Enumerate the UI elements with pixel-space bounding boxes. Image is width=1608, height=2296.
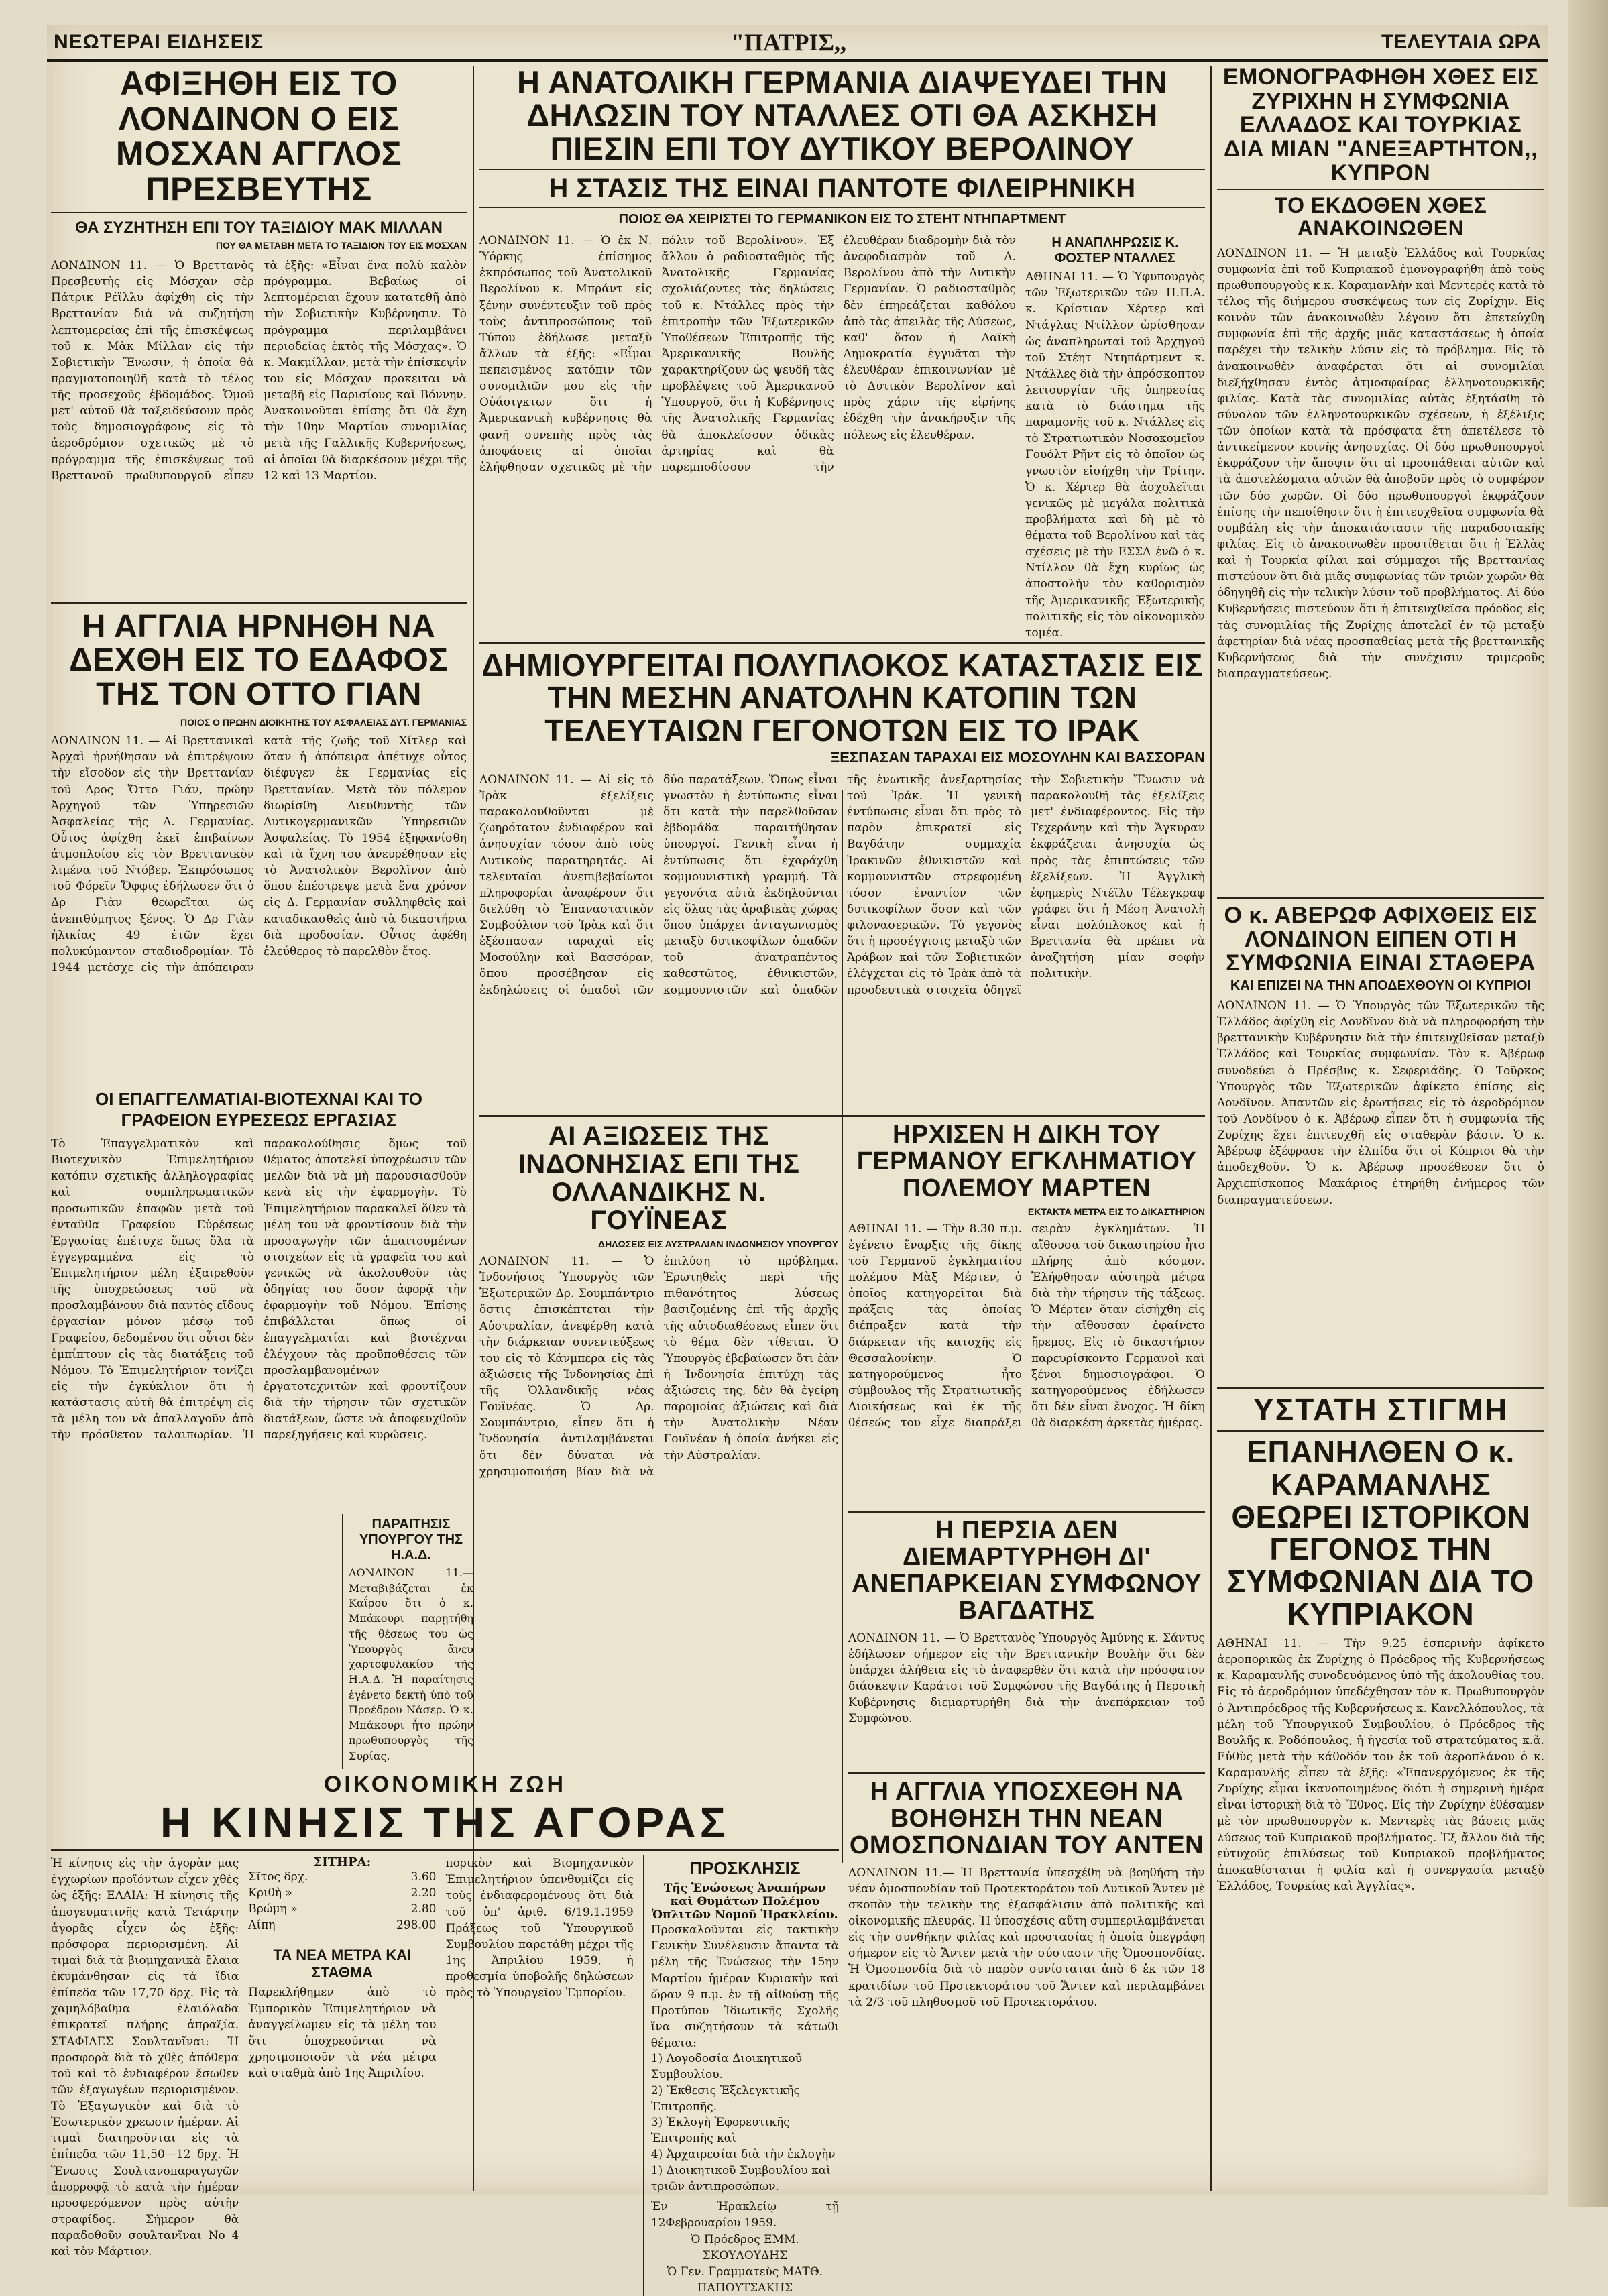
divider [1217, 1430, 1544, 1432]
price-row [248, 1918, 436, 1934]
article-body: Παρεκλήθημεν ἀπὸ τὸ Ἐμπορικὸν Ἐπιμελητήριον νὰ ἀναγγείλωμεν εἰς τὰ μέλη του ὅτι ὑποχρεοῦνται νὰ χρησιμοποιοῦν τὰ νέα μέτρα καὶ σταθμὰ ἀπὸ 1ης Ἀπριλίου. [248, 1986, 437, 2080]
subheadline: ΞΕΣΠΑΣΑΝ ΤΑΡΑΧΑΙ ΕΙΣ ΜΟΣΟΥΛΗΝ ΚΑΙ ΒΑΣΣΟΡΑΝ [830, 748, 1205, 766]
article-aden [848, 1779, 1205, 2191]
article-body: πορικὸν καὶ Βιομηχανικὸν Ἐπιμελητήριον ὑπενθυμίζει εἰς τοὺς ἐνδιαφερομένους ὅτι διὰ τοῦ ὑπ' ἀριθ. 6/19.1.1959 Πράξεως τοῦ Ὑπουργικοῦ Συμβουλίου παρετάθη μέχρι τῆς 1ης Ἀπριλίου 1959, ἡ προθεσμία ὑποβολῆς δηλώσεων πρὸς τὸ Ὑπουργεῖον Ἐμπορίου. [445, 1857, 634, 2000]
price-row [248, 1886, 436, 1902]
invitation-box [643, 1855, 839, 2296]
subheadline: ΤΟ ΕΚΔΟΘΕΝ ΧΘΕΣ ΑΝΑΚΟΙΝΩΘΕΝ [1274, 193, 1487, 241]
article-body: ΑΘΗΝΑΙ 11. — Τὴν 9.25 ἑσπερινὴν ἀφίκετο ἀεροπορικῶς ἐκ Ζυρίχης ὁ Πρόεδρος τῆς Κυβερνήσεως κ. Καραμανλῆς συνοδευόμενος ὑπὸ τῆς ἀκολουθίας του. Εἰς τὸ ἀεροδρόμιον ὑπεδέχθησαν τὸν κ. Πρωθυπουργὸν ὁ Ἀντιπρόεδρος τῆς Κυβερνήσεως κ. Κανελλόπουλος, τὰ μέλη τοῦ Ὑπουργικοῦ Συμβουλίου, ὁ Πρόεδρος τῆς Βουλῆς κ. Ροδόπουλος, ἡ ἡγεσία τοῦ στρατεύματος κ.ἄ. Εὐθὺς μετὰ τὴν κάθοδόν του ἐκ τοῦ ἀεροπλάνου ὁ κ. Καραμανλῆς εἶπεν τὰ ἑξῆς: «Ἐπανερχόμενος ἐκ τῆς Ζυρίχης εἶμαι ἱκανοποιημένος διότι ἡ σημερινὴ ἡμέρα εἶναι ἱστορικὴ διὰ τὸ Ἔθνος. Εἰς τὴν Ζυρίχην ἐθέσαμεν μὲ τὸν πρωθυπουργὸν κ. Μεντερὲς τὰς βάσεις μιᾶς λύσεως τοῦ Κυπριακοῦ προβλήματος. Ἐξ ἄλλου διὰ τῆς εὐτυχοῦς ἐπιλύσεως τοῦ Κυπριακοῦ προβλήματος ἀποκαθίσταται ἡ φιλία καὶ ἡ συνεργασία μεταξὺ Ἑλλάδος, Τουρκίας καὶ Ἀγγλίας». [1217, 1637, 1544, 1893]
article-karamanlis-return [1217, 1393, 1544, 2191]
price-value: 3.60 [410, 1870, 437, 1884]
article-middle-east [479, 649, 1205, 1112]
divider [479, 1115, 1205, 1117]
divider [1217, 1387, 1544, 1389]
price-value: 2.80 [410, 1902, 437, 1916]
headline: Ο κ. ΑΒΕΡΩΦ ΑΦΙΧΘΕΙΣ ΕΙΣ ΛΟΝΔΙΝΟΝ ΕΙΠΕΝ ΟΤΙ Η ΣΥΜΦΩΝΙΑ ΕΙΝΑΙ ΣΤΑΘΕΡΑ [1224, 903, 1538, 976]
divider [848, 1511, 1205, 1513]
headline: ΥΣΤΑΤΗ ΣΤΙΓΜΗ [1253, 1392, 1509, 1427]
agenda-item: 1) Λογοδοσία Διοικητικοῦ Συμβουλίου. [650, 2052, 803, 2081]
article-body: ΛΟΝΔΙΝΟΝ 11.— Μεταβιβάζεται ἐκ Καΐρου ὅτι ὁ κ. Μπάκουρι παρῃτήθη τῆς θέσεως του ὡς Ὑπουργὸς ἄνευ χαρτοφυλακίου τῆς Η.Α.Δ. Ἡ παραίτησις ἐγένετο δεκτὴ ὑπὸ τοῦ Προέδρου Νάσερ. Ὁ κ. Μπάκουρι ἦτο πρώην πρωθυπουργὸς τῆς Συρίας. [349, 1566, 473, 1762]
headline: ΕΜΟΝΟΓΡΑΦΗΘΗ ΧΘΕΣ ΕΙΣ ΖΥΡΙΧΗΝ Η ΣΥΜΦΩΝΙΑ ΕΛΛΑΔΟΣ ΚΑΙ ΤΟΥΡΚΙΑΣ ΔΙΑ ΜΙΑΝ "ΑΝΕΞΑΡΤΗΤΟΝ,, ΚΥΠΡΟΝ [1222, 64, 1539, 186]
article-body: ΑΘΗΝΑΙ 11. — Τὴν 8.30 π.μ. ἐγένετο ἔναρξις τῆς δίκης τοῦ Γερμανοῦ ἐγκληματίου πολέμου Μὰξ Μέρτεν, ὁ ὁποῖος κατηγορεῖται διὰ πράξεις τὰς ὁποίας διέπραξεν κατὰ τὴν διάρκειαν τῆς κατοχῆς εἰς Θεσσαλονίκην. Ὁ κατηγορούμενος ἦτο σύμβουλος τῆς Στρατιωτικῆς Διοικήσεως καὶ ἐκ τῆς θέσεώς του εἶχε διαπράξει σειρὰν ἐγκλημάτων. Ἡ αἴθουσα τοῦ δικαστηρίου ἦτο πλήρης ἀπὸ κόσμον. Ἐλήφθησαν αὐστηρὰ μέτρα διὰ τὴν τήρησιν τῆς τάξεως. Ὁ Μέρτεν ὅταν εἰσήχθη εἰς τὴν αἴθουσαν ἐφαίνετο ἤρεμος. Εἰς τὸ δικαστήριον παρευρίσκοντο Γερμανοὶ καὶ ξένοι δημοσιογράφοι. Ὁ κατηγορούμενος ἐδήλωσεν ὅτι δὲν εἶναι ἔνοχος. Ἡ δίκη θὰ διαρκέση ἀρκετὰς ἡμέρας. [848, 1222, 1205, 1430]
article-body: Προσκαλοῦνται εἰς τακτικὴν Γενικὴν Συνέλευσιν ἅπαντα τὰ μέλη τῆς Ἑνώσεως τὴν 15ην Μαρτίου ἡμέραν Κυριακὴν καὶ ὥραν 9 π.μ. ἐν τῇ αἰθούσῃ τῆς Προτύπου Ἰδιωτικῆς Σχολῆς ἵνα συζητήσουν τὰ κάτωθι θέματα: [650, 1923, 839, 2051]
article-market [51, 1769, 839, 2295]
article-body: ΛΟΝΔΙΝΟΝ 11. — Ὁ ἐκ Ν. Ὑόρκης ἐπίσημος ἐκπρόσωπος τοῦ Ἀνατολικοῦ Βερολίνου κ. Μπράντ εἰς ξένην συνέντευξιν τοῦ πρὸς τοὺς ἀντιπροσώπους τοῦ Τύπου ἐδήλωσε μεταξὺ ἄλλων τὰ ἑξῆς: «Εἶμαι πεπεισμένος κατόπιν τῶν συνομιλιῶν μου εἰς τὴν Οὐάσιγκτων ὅτι ἡ Ἀμερικανικὴ κυβέρνησις θὰ φανῆ συνεπὴς πρὸς τὰς ἀποφάσεις αἱ ὁποῖαι ἐλήφθησαν σχετικῶς μὲ τὴν πόλιν τοῦ Βερολίνου». Ἐξ ἄλλου ὁ ραδιοσταθμὸς τῆς Ἀνατολικῆς Γερμανίας σχολιάζοντες τὰς δηλώσεις τοῦ κ. Ντάλλες πρὸς τὴν ἐπιτροπὴν τῶν Ἐξωτερικῶν Ὑποθέσεων Ἐπιτροπῆς τῆς Ἀμερικανικῆς Βουλῆς χαρακτηρίζουν ὡς ψευδῆ τὰς προβλέψεις τοῦ Ἀμερικανοῦ Ὑπουργοῦ, ὅτι ἡ Κυβέρνησις τῆς Ἀνατολικῆς Γερμανίας θὰ ἀποκλείσουν ὁδικὰς ἀρτηρίας καὶ θὰ παρεμποδίσουν τὴν ἐλευθέραν διαδρομὴν διὰ τὸν ἀνεφοδιασμὸν τοῦ Δ. Βερολίνου ἀπὸ τὴν Δυτικὴν Γερμανίαν. Ὁ ραδιοσταθμὸς δὲν ἐπηρεάζεται καθόλου ἀπὸ τὰς ἀπειλὰς τῆς Δύσεως, καθ' ὅσον ἡ Λαϊκὴ Δημοκρατία ἐγγυᾶται τὴν ἐλευθέραν ἐπικοινωνίαν μὲ τὸ Δυτικὸν Βερολίνον καὶ πρὸς χάριν τῆς εἰρήνης ἐδέχθη τὴν ἀνακήρυξιν τῆς πόλεως εἰς ἐλευθέραν. [479, 234, 1016, 474]
subheadline: ΤΑ ΝΕΑ ΜΕΤΡΑ ΚΑΙ ΣΤΑΘΜΑ [273, 1947, 412, 1982]
article-body: ΛΟΝΔΙΝΟΝ 11. — Ὁ Βρεττανὸς Πρεσβευτὴς εἰς Μόσχαν σὲρ Πάτρικ Ρέϊλλυ ἀφίχθη εἰς τὴν Βρεττανίαν διὰ νὰ συζητήση λεπτομερείας ἐπὶ τῆς ἐπισκέψεως τοῦ κ. Μὰκ Μίλλαν εἰς τὴν Σοβιετικὴν Ἕνωσιν, ἡ ὁποία θὰ πραγματοποιηθῆ κατὰ τὸ τέλος τῆς προσεχοῦς ἑβδομάδος. Ὁμοῦ μετ' αὐτοῦ θὰ ταξειδεύσουν πρὸς τοὺς δημοσιογράφους εἰς τὸ ἀεροδρόμιον σχετικῶς μὲ τὸ πρόγραμμα τῆς ἐπισκέψεως τοῦ Βρεττανοῦ πρωθυπουργοῦ εἶπεν τὰ ἑξῆς: «Εἶναι ἕνα πολὺ καλὸν πρόγραμμα. Βεβαίως οἱ λεπτομέρειαι ἔχουν κατατεθῆ ἀπὸ τὴν Σοβιετικὴν Κυβέρνησιν. Τὸ πρόγραμμα περιλαμβάνει περιοδείας ἐκτὸς τῆς Μόσχας». Ὁ κ. Μακμίλλαν, μετὰ τὴν ἐπίσκεψίν του εἰς Μόσχαν προκειται νὰ μεταβῆ εἰς Παρισίους καὶ Βόννην. Ἀνακοινοῦται ἐπίσης ὅτι θὰ ἔχη τὴν 10ην Μαρτίου συνομιλίας μετὰ τῆς Γαλλικῆς Κυβερνήσεως, αἱ ὁποῖαι θὰ διαρκέσουν μέχρι τῆς 12 καὶ 13 Μαρτίου. [51, 259, 467, 483]
article-body: ΛΟΝΔΙΝΟΝ 11. — Ὁ Ὑπουργὸς τῶν Ἐξωτερικῶν τῆς Ἑλλάδος ἀφίχθη εἰς Λονδῖνον διὰ νὰ πληροφορήση τὴν βρεττανικὴν Κυβέρνησιν διὰ τὴν ἐπιτευχθεῖσαν μεταξὺ Ἑλλάδος καὶ Τουρκίας συμφωνίαν. Τὸν κ. Ἀβέρωφ συνοδεύει ὁ Πρέσβυς κ. Σεφεριάδης. Ὁ Τοῦρκος Ὑπουργὸς τῶν Ἐξωτερικῶν ἀφίκετο ἐπίσης εἰς Λονδῖνον. Ἀπαντῶν εἰς ἐρωτήσεις εἰς τὸ ἀεροδρόμιον τοῦ Λονδίνου ὁ κ. Ἀβέρωφ εἶπεν ὅτι ἡ συμφωνία τῆς Ζυρίχης ἔχει ἐπιτευχθῆ εἰς σταθερὰν βάσιν. Ὁ κ. Ἀβέρωφ ἐξέφρασε τὴν ἐλπίδα ὅτι οἱ Κύπριοι θὰ τὴν ἀποδεχθοῦν. Ὁ κ. Ἀβέρωφ προσέθεσεν ὅτι ὁ Ἀρχιεπίσκοπος Μακάριος ἐτηρήθη ἐνήμερος τῶν διαπραγματεύσεων. [1217, 999, 1544, 1207]
headline: Η ΑΓΓΛΙΑ ΥΠΟΣΧΕΘΗ ΝΑ ΒΟΗΘΗΣΗ ΤΗΝ ΝΕΑΝ ΟΜΟΣΠΟΝΔΙΑΝ ΤΟΥ ΑΝΤΕΝ [849, 1778, 1204, 1859]
article-averoff [1217, 904, 1544, 1387]
article-ambassador-arrival [51, 66, 467, 602]
newspaper-page [47, 25, 1548, 2295]
newspaper-name: "ΠΑΤΡΙΣ,, [731, 29, 847, 56]
headline: Η ΚΙΝΗΣΙΣ ΤΗΣ ΑΓΟΡΑΣ [160, 1798, 730, 1847]
price-row [248, 1870, 436, 1886]
signature-president: Ὁ Πρόεδρος ΕΜΜ. ΣΚΟΥΛΟΥΔΗΣ [690, 2232, 799, 2262]
subheadline: ΘΑ ΣΥΖΗΤΗΣΗ ΕΠΙ ΤΟΥ ΤΑΞΙΔΙΟΥ ΜΑΚ ΜΙΛΛΑΝ [75, 219, 443, 237]
column-rule [1210, 66, 1212, 2191]
divider [51, 1849, 839, 1851]
prices-title: ΣΙΤΗΡΑ: [313, 1855, 371, 1870]
article-body: ΛΟΝΔΙΝΟΝ 11. — Αἱ εἰς τὸ Ἰρὰκ ἐξελίξεις παρακολουθοῦνται μὲ ζωηρότατον ἐνδιαφέρον καὶ ἀνησυχίαν τόσον ἀπὸ τοὺς Δυτικοὺς παρατηρητάς. Αἱ τελευταῖαι ἀνεπιβεβαίωτοι πληροφορίαι ἀναφέρουν ὅτι διελύθη τὸ Ἐπαναστατικὸν Συμβούλιον τοῦ Ἰρὰκ καὶ ὅτι ἐξέσπασαν ταραχαὶ εἰς Μοσούλην καὶ Βασσόραν, ὅπου προσέβησαν εἰς ἐκδηλώσεις οἱ ὁπαδοὶ τῶν δύο παρατάξεων. Ὅπως εἶναι γνωστὸν ἡ ἐντύπωσις εἶναι ὅτι κατὰ τὴν παρελθοῦσαν ἑβδομάδα παραιτήθησαν ὑπουργοί. Γενικὴ εἶναι ἡ ἐντύπωσις ὅτι ἐχαράχθη κομμουνιστικὴ γραμμή. Τὰ γεγονότα αὐτὰ ἐκδηλοῦνται εἰς ὅλας τὰς ἀραβικὰς χώρας ὅπου ὑπάρχει ἀνταγωνισμὸς μεταξὺ δυτικοφίλων ὁπαδῶν τοῦ ἀνατραπέντος καθεστῶτος, ἐθνικιστῶν, κομμουνιστῶν καὶ ὁπαδῶν τῆς ἑνωτικῆς ἀνεξαρτησίας τοῦ Ἰράκ. Ἡ γενικὴ ἐντύπωσις εἶναι ὅτι πρὸς τὸ παρὸν ἐπικρατεῖ εἰς Βαγδάτην συμμαχία Ἰρακινῶν ἐθνικιστῶν καὶ κομμουνιστῶν στρεφομένη τόσον ἐναντίον τῶν δυτικοφίλων ὅσον καὶ τῶν φιλονασερικῶν. Τὸ γεγονὸς ὅτι ἡ προσέγγισις μεταξὺ τῶν Ἀράβων καὶ τῶν Σοβιετικῶν ἐλέγχεται εἰς τὸ Ἰρὰκ ἀπὸ τὰ προοδευτικὰ στοιχεῖα ὁδηγεῖ τὴν Σοβιετικὴν Ἕνωσιν νὰ παρακολουθῆ τὰς ἐξελίξεις μετ' ἐνδιαφέροντος. Εἰς τὴν Τεχεράνην καὶ τὴν Ἄγκυραν ἐκφράζεται ἀνησυχία ὡς πρὸς τὰς ἐπιπτώσεις τῶν ἐξελίξεων. Ἡ Ἀγγλικὴ ἐφημερὶς Ντέϊλυ Τέλεγκραφ γράφει ὅτι ἡ Μέση Ἀνατολὴ εἶναι πολύπλοκος καὶ ἡ Βρεττανία θὰ πρέπει νὰ ἀναζητήση μίαν σοφὴν πολιτικὴν. [479, 772, 1205, 997]
headline: ΔΗΜΙΟΥΡΓΕΙΤΑΙ ΠΟΛΥΠΛΟΚΟΣ ΚΑΤΑΣΤΑΣΙΣ ΕΙΣ ΤΗΝ ΜΕΣΗΝ ΑΝΑΤΟΛΗΝ ΚΑΤΟΠΙΝ ΤΩΝ ΤΕΛΕΥΤΑΙΩΝ ΓΕΓΟΝΟΤΩΝ ΕΙΣ ΤΟ ΙΡΑΚ [481, 648, 1203, 748]
article-dulles-replacement [1025, 233, 1205, 641]
divider [479, 169, 1205, 170]
prices-box [248, 1855, 436, 2296]
article-otto-john [51, 610, 467, 1080]
article-body: Τὸ Ἐπαγγελματικὸν καὶ Βιοτεχνικὸν Ἐπιμελητήριον κατόπιν σχετικῆς ἀλληλογραφίας καὶ συμπληρωματικῶν προσωπικῶν ἐπαφῶν μετὰ τοῦ ἐνταῦθα Γραφείου Εὑρέσεως Ἐργασίας ἐπέτυχε ὅπως ὅλα τὰ ἐγγεγραμμένα εἰς τὸ Ἐπιμελητήριον μέλη ἐξαιρεθοῦν τῆς ὑποχρεώσεως τοῦ νὰ προσλαμβάνουν διὰ παντὸς εἴδους ἐργασίαν μόνον μέσῳ τοῦ Γραφείου, δεδομένου ὅτι οὗτοι δὲν ἐμπίπτουν εἰς τὰς διατάξεις τοῦ Νόμου. Τὸ Ἐπιμελητήριον τονίζει εἰς τὴν ἐγκύκλιον ὅτι ἡ κατάστασις αὐτὴ θὰ ἐπιτρέψη εἰς τὰ μέλη του νὰ ἀπαλλαγοῦν ἀπὸ τὴν πρόσθετον ταλαιπωρίαν. Ἡ παρακολούθησις ὅμως τοῦ θέματος ἀποτελεῖ ὑποχρέωσιν τῶν μελῶν διὰ νὰ μὴ παρουσιασθοῦν κενὰ εἰς τὴν ἐφαρμογὴν. Τὸ Ἐπιμελητήριον παρακαλεῖ ὅθεν τὰ μέλη του νὰ φροντίσουν διὰ τὴν προσαγωγὴν τῶν ἀπαιτουμένων στοιχείων εἰς τὰ γραφεῖα του καὶ γενικῶς νὰ ἀκολουθοῦν τὰς ὁδηγίας του ὅσον ἀφορᾷ τὴν ἐφαρμογὴν τοῦ Νόμου. Ἐπίσης ἐπιβάλλεται ὅπως οἱ ἐπαγγελματίαι καὶ βιοτέχναι ἐλέγχουν τὰς προϋποθέσεις τῶν προσλαμβανομένων ἐργατοτεχνιτῶν καὶ φροντίζουν διὰ τὴν τήρησιν τῶν σχετικῶν διατάξεων, ὥστε νὰ ἀποφευχθοῦν παρεξηγήσεις καὶ κυρώσεις. [51, 1137, 467, 1442]
price-name: Κριθὴ » [248, 1886, 292, 1900]
article-body: ΑΘΗΝΑΙ 11. — Ὁ Ὑφυπουργὸς τῶν Ἐξωτερικῶν τῶν Η.Π.Α. κ. Κρίστιαν Χέρτερ καὶ Ντάγλας Ντίλλον ὡρίσθησαν ὡς ἀναπληρωταὶ τοῦ Ἀρχηγοῦ τοῦ Στέητ Ντηπάρτμεντ κ. Ντάλλες διὰ τὴν ἀπρόσκοπτον λειτουργίαν τῆς ὑπηρεσίας κατὰ τὸ διάστημα τῆς παραμονῆς τοῦ κ. Ντάλλες εἰς τὸ Στρατιωτικὸν Νοσοκομεῖον Γουόλτ Ρῆντ εἰς τὸ ὁποῖον ὡς γνωστὸν εἰσήχθη τὴν Τρίτην. Ὁ κ. Χέρτερ θὰ ἀσχολεῖται γενικῶς μὲ μεγάλα πολιτικὰ προβλήματα καὶ δὴ μὲ τὸ θέματα τοῦ Βερολίνου καὶ τὰς σχέσεις μὲ τὴν ΕΣΣΔ ἐνῶ ὁ κ. Ντίλλον θὰ ἔχη κυρίως ὡς ἀποστολὴν τὸν καθορισμὸν τῆς Ἀμερικανικῆς Ἐξωτερικῆς πολιτικῆς εἰς τὸν οἰκονομικὸν τομέα. [1025, 270, 1205, 640]
agenda-list [651, 2051, 839, 2195]
price-name: Βρώμη » [248, 1902, 298, 1916]
price-name: Σῖτος δρχ. [248, 1870, 308, 1884]
price-value: 298.00 [396, 1918, 437, 1932]
subheadline: ΚΑΙ ΕΠΙΖΕΙ ΝΑ ΤΗΝ ΑΠΟΔΕΧΘΟΥΝ ΟΙ ΚΥΠΡΙΟΙ [1230, 978, 1532, 994]
subheadline: Η ΣΤΑΣΙΣ ΤΗΣ ΕΙΝΑΙ ΠΑΝΤΟΤΕ ΦΙΛΕΙΡΗΝΙΚΗ [549, 174, 1136, 204]
kicker: ΠΟΙΟΣ Ο ΠΡΩΗΝ ΔΙΟΙΚΗΤΗΣ ΤΟΥ ΑΣΦΑΛΕΙΑΣ ΔΥΤ. ΓΕΡΜΑΝΙΑΣ [180, 717, 467, 728]
subheadline: ΕΠΑΝΗΛΘΕΝ Ο κ. ΚΑΡΑΜΑΝΛΗΣ ΘΕΩΡΕΙ ΙΣΤΟΡΙΚΟΝ ΓΕΓΟΝΟΣ ΤΗΝ ΣΥΜΦΩΝΙΑΝ ΔΙΑ ΤΟ ΚΥΠΡΙΑΚΟΝ [1227, 1434, 1534, 1631]
article-indonesia [479, 1122, 838, 1759]
headline: Η ΑΓΓΛΙΑ ΗΡΝΗΘΗ ΝΑ ΔΕΧΘΗ ΕΙΣ ΤΟ ΕΔΑΦΟΣ ΤΗΣ ΤΟΝ ΟΤΤΟ ΓΙΑΝ [69, 609, 449, 712]
headline: ΑΙ ΑΞΙΩΣΕΙΣ ΤΗΣ ΙΝΔΟΝΗΣΙΑΣ ΕΠΙ ΤΗΣ ΟΛΛΑΝΔΙΚΗΣ Ν. ΓΟΥΪΝΕΑΣ [518, 1121, 800, 1235]
headline: ΑΦΙΞΗΘΗ ΕΙΣ ΤΟ ΛΟΝΔΙΝΟΝ Ο ΕΙΣ ΜΟΣΧΑΝ ΑΓΓΛΟΣ ΠΡΕΣΒΕΥΤΗΣ [115, 64, 402, 208]
article-body: Ἡ κίνησις εἰς τὴν ἀγορὰν μας ἐγχωρίων προϊόντων εἶχεν χθὲς ὡς ἑξῆς: ΕΛΑΙΑ: Ἡ κίνησις τῆς ἀπογευματινῆς κατὰ Τετάρτην ἀγορᾶς εἶχεν ὡς ἑξῆς: πρόσφορα περιορισμένη. Αἱ τιμαὶ διὰ τὰ βιομηχανικὰ ἔλαια ἐκυμάνθησαν εἰς τὰ ἴδια ἐπίπεδα τῶν 17,70 δρχ. Εἰς τὰ χαμηλόβαθμα ἐλαιόλαδα ἐπικρατεῖ πλήρης ἀπραξία. ΣΤΑΦΙΔΕΣ Σουλτανῖναι: Ἡ προσφορὰ διὰ τὸ χθὲς ἀπόθεμα τοῦ καὶ τὸ ἐνδιαφέρον ἔσωθεν τῶν ἐξαγωγέων περιορισμένον. Τὸ Ἐξαγωγικὸν καὶ διὰ τὸ Ἐσωτερικὸν χρεωσιν ἡμέραν. Αἱ τιμαὶ διατηροῦνται εἰς τὰ ἐπίπεδα τῶν 11,50—12 δρχ. Ἡ Ἕνωσις Σουλτανοπαραγωγῶν ἀπορροφᾷ τὸ κατὰ τὴν ἡμέραν προσφερόμενον πρὸς αὐτὴν στραφίδος. Σήμερον θὰ παραδοθοῦν σουλτανῖναι No 4 καὶ τὸν Μάρτιον. [51, 1857, 239, 2259]
article-body: ΛΟΝΔΙΝΟΝ 11.— Ἡ Βρεττανία ὑπεσχέθη νὰ βοηθήση τὴν νέαν ὁμοσπονδίαν τοῦ Προτεκτοράτου τοῦ Δυτικοῦ Ἄντεν μὲ σκοπὸν τὴν τελικὴν της ἐξασφάλισιν ἀπὸ πολιτικῆς καὶ οἰκονομικῆς πλευρᾶς. Ἡ ὑποσχέσις αὕτη συμπεριλαμβάνεται εἰς τὴν συνθήκην φιλίας καὶ προστασίας ἡ ὁποία ὑπεγράφη σήμερον εἰς τὸ Ἄντεν μετὰ τὴν σύστασιν τῆς Ὁμοσπονδίας. Ἡ Ὁμοσπονδία διὰ τὸ παρὸν συνίσταται ἀπὸ 6 ἐκ τῶν 18 κρατιδίων τοῦ Προτεκτοράτου τοῦ Ἄντεν καὶ περιλαμβάνει τὰ 2/3 τοῦ πληθυσμοῦ τοῦ Προτεκτοράτου. [848, 1866, 1205, 2009]
article-persia [848, 1517, 1205, 1772]
section-title-right: ΤΕΛΕΥΤΑΙΑ ΩΡΑ [1381, 31, 1541, 53]
article-body: ΛΟΝΔΙΝΟΝ 11. — Αἱ Βρεττανικαὶ Ἀρχαὶ ἠρνήθησαν νὰ ἐπιτρέψουν τὴν εἴσοδον εἰς τὴν Βρεττανίαν τοῦ Δρος Ὄττο Γιάν, πρώην Ἀρχηγοῦ τῶν Ὑπηρεσιῶν Ἀσφαλείας τῆς Δ. Γερμανίας. Οὗτος ἀφίχθη ἐκεῖ ἐπιβαίνων ἀτμοπλοίου εἰς τὸν Βρεττανικὸν λιμένα τοῦ Ντόβερ. Ἐκπρόσωπος τοῦ Φόρεϊν Ὄφφις ἐδήλωσεν ὅτι ὁ Δρ Γιὰν θεωρεῖται ὡς ἀνεπιθύμητος ξένος. Ὁ Δρ Γιὰν ἡλικίας 49 ἐτῶν ἔχει πολυκύμαντον σταδιοδρομίαν. Τὸ 1944 μετέσχε εἰς τὴν ἀπόπειραν κατὰ τῆς ζωῆς τοῦ Χίτλερ καὶ ὅταν ἡ ἀπόπειρα ἀπέτυχε οὗτος διέφυγεν ἐκ Γερμανίας εἰς Βρεττανίαν. Μετὰ τὸν πόλεμον διωρίσθη Διευθυντὴς τῶν Δυτικογερμανικῶν Ὑπηρεσιῶν Ἀσφαλείας. Τὸ 1954 ἐξηφανίσθη καὶ τὰ ἴχνη του ἀνευρέθησαν εἰς τὸ Ἀνατολικὸν Βερολῖνον ἀπὸ ὅπου ἐπέστρεψε μετὰ ἕνα χρόνον εἰς Δ. Γερμανίαν συλληφθεὶς καὶ καταδικασθεὶς ἀπὸ τὰ δικαστήρια διὰ προδοσίαν. Οὗτος ἀφέθη ἐλεύθερος τὸ παρελθὸν ἔτος. [51, 734, 467, 974]
headline: Η ΑΝΑΤΟΛΙΚΗ ΓΕΡΜΑΝΙΑ ΔΙΑΨΕΥΔΕΙ ΤΗΝ ΔΗΛΩΣΙΝ ΤΟΥ ΝΤΑΛΛΕΣ ΟΤΙ ΘΑ ΑΣΚΗΣΗ ΠΙΕΣΙΝ ΕΠΙ ΤΟΥ ΔΥΤΙΚΟΥ ΒΕΡΟΛΙΝΟΥ [516, 64, 1168, 166]
subheadline: Τῆς Ἑνώσεως Ἀναπήρων καὶ Θυμάτων Πολέμου Ὁπλιτῶν Νομοῦ Ἡρακλείου. [652, 1882, 838, 1922]
price-value: 2.20 [410, 1886, 437, 1900]
headline: ΗΡΧΙΣΕΝ Η ΔΙΚΗ ΤΟΥ ΓΕΡΜΑΝΟΥ ΕΓΚΛΗΜΑΤΙΟΥ ΠΟΛΕΜΟΥ ΜΑΡΤΕΝ [856, 1121, 1197, 1202]
article-body: ΛΟΝΔΙΝΟΝ 11. — Ἡ μεταξὺ Ἑλλάδος καὶ Τουρκίας συμφωνία ἐπὶ τοῦ Κυπριακοῦ ἐμονογραφήθη ἀπὸ τοὺς πρωθυπουργοὺς κ.κ. Καραμανλὴν καὶ Μεντερὲς κατὰ τὸ τέλος τῆς διήμερου συσκέψεως των εἰς Ζυρίχην. Εἰς κοινὸν τῶν ἀνακοινωθὲν λέγουν ὅτι ἐπετεύχθη συμφωνία ἐπὶ τῆς ἀρχῆς μιᾶς καταστάσεως ἡ ὁποία παρέχει τὴν τελικὴν λύσιν εἰς τὸ πρόβλημα. Εἰς τὸ ἀνακοινωθὲν ἀναφέρεται ὅτι αἱ συνομιλίαι διεξήχθησαν ἐντὸς ἀτμοσφαίρας ἑλληνοτουρκικῆς φιλίας. Κατὰ τὰς συνομιλίας αὐτὰς ἐξητάσθη τὸ σύνολον τῶν ἑλληνοτουρκικῶν σχέσεων, ἡ ἐξέλιξις τῶν ὁποίων κατὰ τὰ πρόσφατα ἔτη ἀπετέλεσε τὸ ἀντικείμενον κοινῆς ἀνησυχίας. Οἱ δύο πρωθυπουργοὶ ἐκφράζουν τὴν ἄποψιν ὅτι αἱ προσπάθειαι αὐτῶν καὶ τὰ ἀποτελέσματα αὐτῶν θὰ ἀποβοῦν πρὸς τὸ συμφέρον τῶν δύο χωρῶν. Οἱ δύο πρωθυπουργοὶ ἐκφράζουν ἐπίσης τὴν πεποίθησιν ὅτι ἡ ἐπιτευχθεῖσα συμφωνία θὰ συμβάλη εἰς τὴν ἀποκατάστασιν τῆς παραδοσιακῆς φιλίας. Εἰς τὸ ἀνακοινωθὲν προστίθεται ὅτι ἡ Ἑλλὰς καὶ ἡ Τουρκία φίλαι καὶ σύμμαχοι τῆς Βρεττανίας πιστεύουν ὅτι διὰ μιᾶς συμφωνίας τῶν τριῶν χωρῶν θὰ ὁδηγηθῆ εἰς τὴν τελικὴν λύσιν τοῦ προβλήματος. Αἱ δύο Κυβερνήσεις πιστεύουν ὅτι ἡ ἐπιτευχθεῖσα πρόοδος εἰς τὰς συνομιλίας τῆς Ζυρίχης ἀποτελεῖ ἐν τῷ μεταξὺ ἀφετηρίαν διὰ νέας προσπαθείας μετὰ τῆς βρεττανικῆς Κυβερνήσεως διὰ τὴν συνέχισιν τριμεροῦς διαπραγματεύσεως. [1217, 246, 1544, 681]
signature-secretary: Ὁ Γεν. Γραμματεὺς ΜΑΤΘ. ΠΑΠΟΥΤΣΑΚΗΣ [667, 2264, 823, 2295]
agenda-item: 4) Ἀρχαιρεσίαι διὰ τὴν ἐκλογὴν 1) Διοικητικοῦ Συμβουλίου καὶ τριῶν ἀντιπροσώπων. [650, 2147, 836, 2193]
article-east-germany [479, 66, 1205, 656]
divider [1217, 897, 1544, 899]
headline: Η ΑΝΑΠΛΗΡΩΣΙΣ Κ. ΦΟΣΤΕΡ ΝΤΑΛΛΕΣ [1051, 235, 1179, 266]
divider [848, 1772, 1205, 1774]
headline: ΠΡΟΣΚΛΗΣΙΣ [689, 1858, 801, 1879]
prices-list [248, 1870, 436, 1933]
section-label: ΟΙΚΟΝΟΜΙΚΗ ΖΩΗ [323, 1772, 567, 1797]
divider [479, 207, 1205, 208]
divider [51, 212, 467, 213]
divider [1217, 189, 1544, 190]
article-zurich-agreement [1217, 66, 1544, 897]
headline: ΠΑΡΑΙΤΗΣΙΣ ΥΠΟΥΡΓΟΥ ΤΗΣ Η.Α.Δ. [359, 1517, 463, 1562]
footer-date: Ἐν Ἡρακλείῳ τῇ 12Φεβρουαρίου 1959. [650, 2200, 839, 2230]
masthead [47, 25, 1548, 62]
article-minister-resignation [342, 1514, 473, 1769]
article-merten-trial [848, 1122, 1205, 1511]
divider [479, 642, 1205, 644]
price-row [248, 1902, 436, 1918]
page-binding-edge [1568, 0, 1608, 2207]
article-body: ΛΟΝΔΙΝΟΝ 11. — Ὁ Βρεττανὸς Ὑπουργὸς Ἀμύνης κ. Σάντυς ἐδήλωσεν σήμερον εἰς τὴν Βρεττανικὴν Βουλὴν ὅτι δὲν ὑπάρχει ἀλήθεια εἰς τὸ ἀναφερθὲν ὅτι κατὰ τὴν πρόσφατον διάσκεψιν Καράτσι τοῦ Συμφώνου τῆς Βαγδάτης ἡ Περσικὴ Κυβέρνησις διεμαρτυρήθη διὰ τὴν ἀνεπάρκειαν τοῦ Συμφώνου. [848, 1631, 1205, 1726]
headline: ΟΙ ΕΠΑΓΓΕΛΜΑΤΙΑΙ-ΒΙΟΤΕΧΝΑΙ ΚΑΙ ΤΟ ΓΡΑΦΕΙΟΝ ΕΥΡΕΣΕΩΣ ΕΡΓΑΣΙΑΣ [95, 1089, 422, 1130]
agenda-item: 3) Ἐκλογὴ Ἐφορευτικῆς Ἐπιτροπῆς καὶ [650, 2116, 790, 2146]
article-body: ΛΟΝΔΙΝΟΝ 11. — Ὁ Ἰνδονήσιος Ὑπουργὸς τῶν Ἐξωτερικῶν Δρ. Σουμπάντριο ὅστις ἐπισκέπτεται τὴν Αὐστραλίαν, ἀνεφέρθη κατὰ τὴν διάρκειαν συνεντεύξεως του εἰς τὸ Κάνμπερα εἰς τὰς ἀξιώσεις τῆς Ἰνδονησίας ἐπὶ τῆς Ὁλλανδικῆς νέας Γουϊνέας. Ὁ Δρ. Σουμπάντριο, εἶπεν ὅτι ἡ Ἰνδονησία ἀντιλαμβάνεται ὅτι δὲν δύναται νὰ χρησιμοποιήση βίαν διὰ νὰ ἐπιλύση τὸ πρόβλημα. Ἐρωτηθεὶς περὶ τῆς πιθανότητος λύσεως βασιζομένης ἐπὶ τῆς ἀρχῆς τῆς αὐτοδιαθέσεως εἶπεν ὅτι τὸ θέμα δὲν τίθεται. Ὁ Ὑπουργὸς ἐβεβαίωσεν ὅτι ἐὰν ἡ Ἰνδονησία ἐπιτύχη τὰς ἀξιώσεις της, δὲν θὰ ἐγείρη παρομοίας ἀξιώσεις καὶ διὰ τὴν Ἀνατολικὴν Νέαν Γουϊνέαν ἡ ὁποία ἀνήκει εἰς τὴν Αὐστραλίαν. [479, 1255, 838, 1479]
price-name: Λίπη [248, 1918, 276, 1932]
headline: Η ΠΕΡΣΙΑ ΔΕΝ ΔΙΕΜΑΡΤΥΡΗΘΗ ΔΙ' ΑΝΕΠΑΡΚΕΙΑΝ ΣΥΜΦΩΝΟΥ ΒΑΓΔΑΤΗΣ [852, 1516, 1202, 1625]
agenda-item: 2) Ἔκθεσις Ἐξελεγκτικῆς Ἐπιτροπῆς. [650, 2083, 801, 2114]
kicker: ΠΟΙΟΣ ΘΑ ΧΕΙΡΙΣΤΕΙ ΤΟ ΓΕΡΜΑΝΙΚΟΝ ΕΙΣ ΤΟ ΣΤΕΗΤ ΝΤΗΠΑΡΤΜΕΝΤ [618, 212, 1066, 227]
kicker: ΕΚΤΑΚΤΑ ΜΕΤΡΑ ΕΙΣ ΤΟ ΔΙΚΑΣΤΗΡΙΟΝ [1027, 1206, 1205, 1217]
section-title: ΝΕΩΤΕΡΑΙ ΕΙΔΗΣΕΙΣ [54, 31, 264, 53]
divider [51, 602, 467, 604]
kicker: ΔΗΛΩΣΕΙΣ ΕΙΣ ΑΥΣΤΡΑΛΙΑΝ ΙΝΔΟΝΗΣΙΟΥ ΥΠΟΥΡΓΟΥ [598, 1239, 838, 1249]
kicker: ΠΟΥ ΘΑ ΜΕΤΑΒΗ ΜΕΤΑ ΤΟ ΤΑΞΙΔΙΟΝ ΤΟΥ ΕΙΣ ΜΟΣΧΑΝ [215, 240, 467, 251]
